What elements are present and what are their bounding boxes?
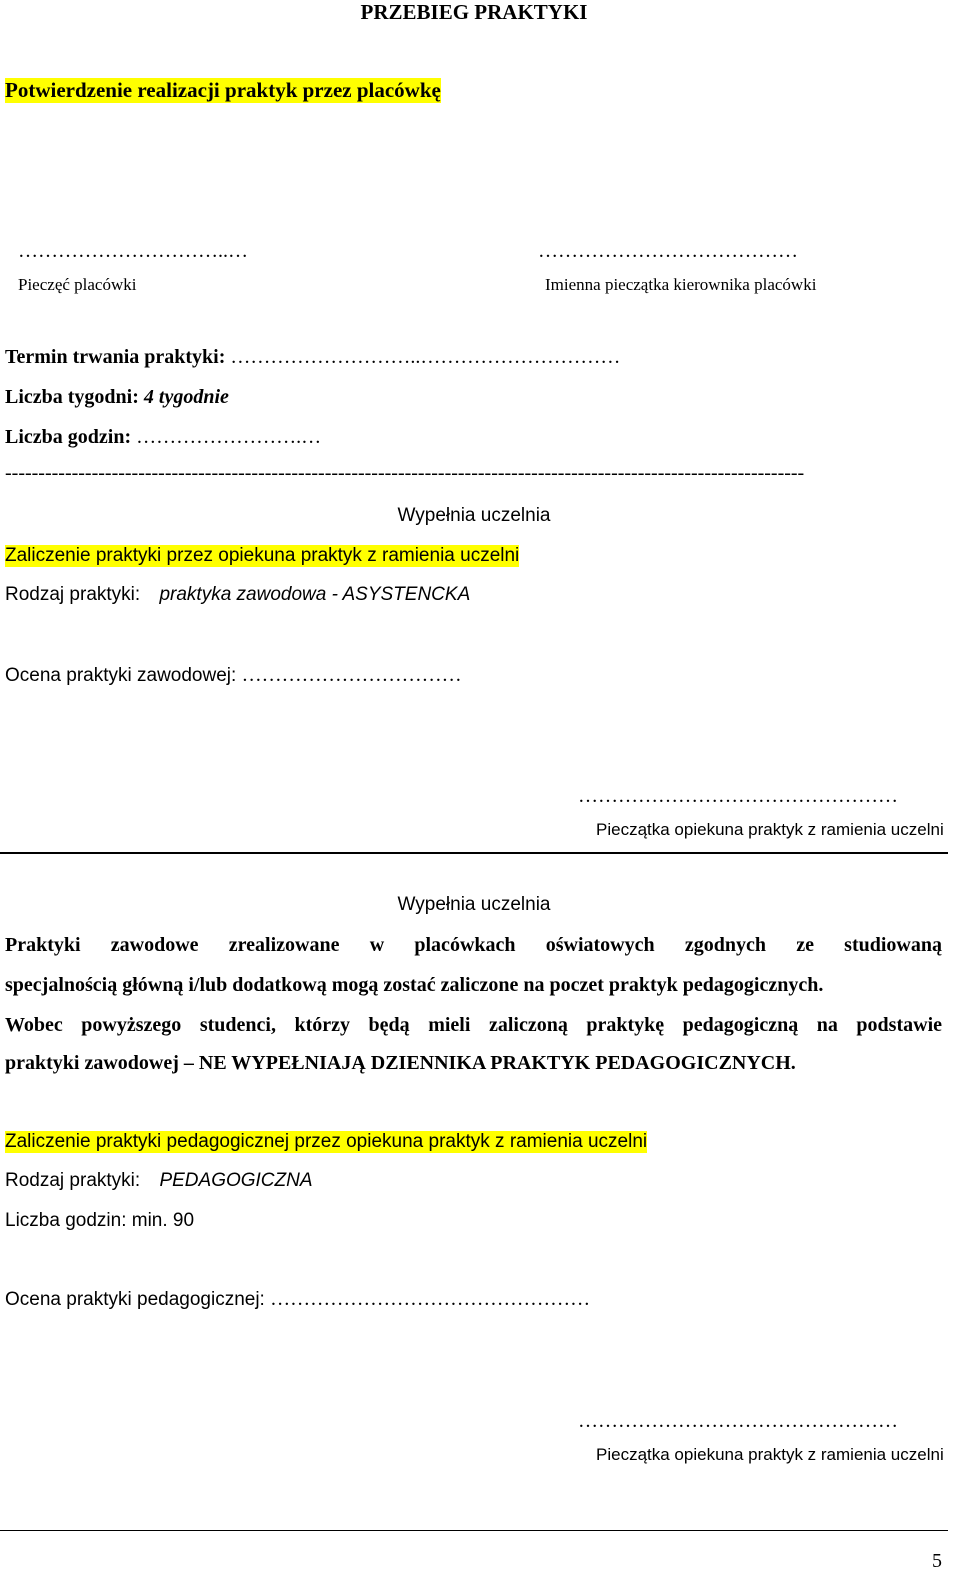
rodzaj-row-1 [5, 584, 470, 606]
godziny-row [5, 426, 321, 449]
ocena-dots-2: ………………………………………… [270, 1288, 591, 1310]
manager-dots: ………………………………… [538, 240, 798, 262]
tygodnie-row [5, 386, 229, 409]
godziny-label: Liczba godzin: [5, 426, 132, 448]
ocena-row-2 [5, 1288, 590, 1311]
manager-label: Imienna pieczątka kierownika placówki [545, 275, 817, 294]
para-line-2: specjalnością główną i/lub dodatkową mogą zostać zaliczone na poczet praktyk pedagogicznych. [5, 974, 824, 996]
stamp-dots: …………………………..… [18, 240, 248, 262]
rodzaj-value-1: praktyka zawodowa - ASYSTENCKA [159, 584, 471, 605]
uczelnia-2-header: Wypełnia uczelnia [397, 894, 551, 915]
termin-label: Termin trwania praktyki: [5, 346, 226, 368]
para-line-1: Praktyki zawodowe zrealizowane w placówkach oświatowych zgodnych ze studiowaną [5, 934, 942, 956]
ocena-dots-1: …………………………… [241, 664, 462, 686]
ocena-row-1 [5, 664, 462, 687]
rodzaj-value-2: PEDAGOGICZNA [159, 1170, 313, 1191]
page-number: 5 [932, 1550, 942, 1572]
rodzaj-label-2: Rodzaj praktyki: [5, 1170, 141, 1191]
dashed-separator: ------------------------------------------------------------------------------------------------------------------------ [5, 462, 805, 484]
godziny-min: Liczba godzin: min. 90 [5, 1210, 195, 1231]
rodzaj-label-1: Rodzaj praktyki: [5, 584, 141, 605]
placowka-heading: Potwierdzenie realizacji praktyk przez placówkę [5, 78, 441, 102]
termin-row [5, 346, 620, 369]
ocena-label-2: Ocena praktyki pedagogicznej: [5, 1289, 265, 1310]
tygodnie-value: 4 tygodnie [143, 386, 229, 408]
tygodnie-label: Liczba tygodni: [5, 386, 139, 408]
sign-label-2: Pieczątka opiekuna praktyk z ramienia uczelni [596, 1445, 944, 1464]
godziny-dots: …………………….… [136, 426, 322, 448]
stamp-label: Pieczęć placówki [18, 275, 137, 294]
para-line-4: praktyki zawodowej – NE WYPEŁNIAJĄ DZIENNIKA PRAKTYK PEDAGOGICZNYCH. [5, 1052, 796, 1074]
rodzaj-row-2 [5, 1170, 313, 1192]
footer-rule [0, 1530, 948, 1531]
ocena-label-1: Ocena praktyki zawodowej: [5, 665, 237, 686]
page-title: PRZEBIEG PRAKTYKI [360, 0, 588, 24]
para-line-3: Wobec powyższego studenci, którzy będą mieli zaliczoną praktykę pedagogiczną na podstawie [5, 1014, 942, 1036]
termin-dots: ………………………..………………………… [230, 346, 621, 368]
uczelnia-1-heading: Zaliczenie praktyki przez opiekuna praktyk z ramienia uczelni [5, 545, 520, 566]
section-divider [0, 852, 948, 854]
uczelnia-2-heading: Zaliczenie praktyki pedagogicznej przez opiekuna praktyk z ramienia uczelni [5, 1131, 648, 1152]
sign-label-1: Pieczątka opiekuna praktyk z ramienia uczelni [596, 820, 944, 839]
sign-dots-2: ………………………………………… [578, 1410, 898, 1432]
sign-dots-1: ………………………………………… [578, 785, 898, 807]
uczelnia-1-header: Wypełnia uczelnia [397, 505, 551, 526]
